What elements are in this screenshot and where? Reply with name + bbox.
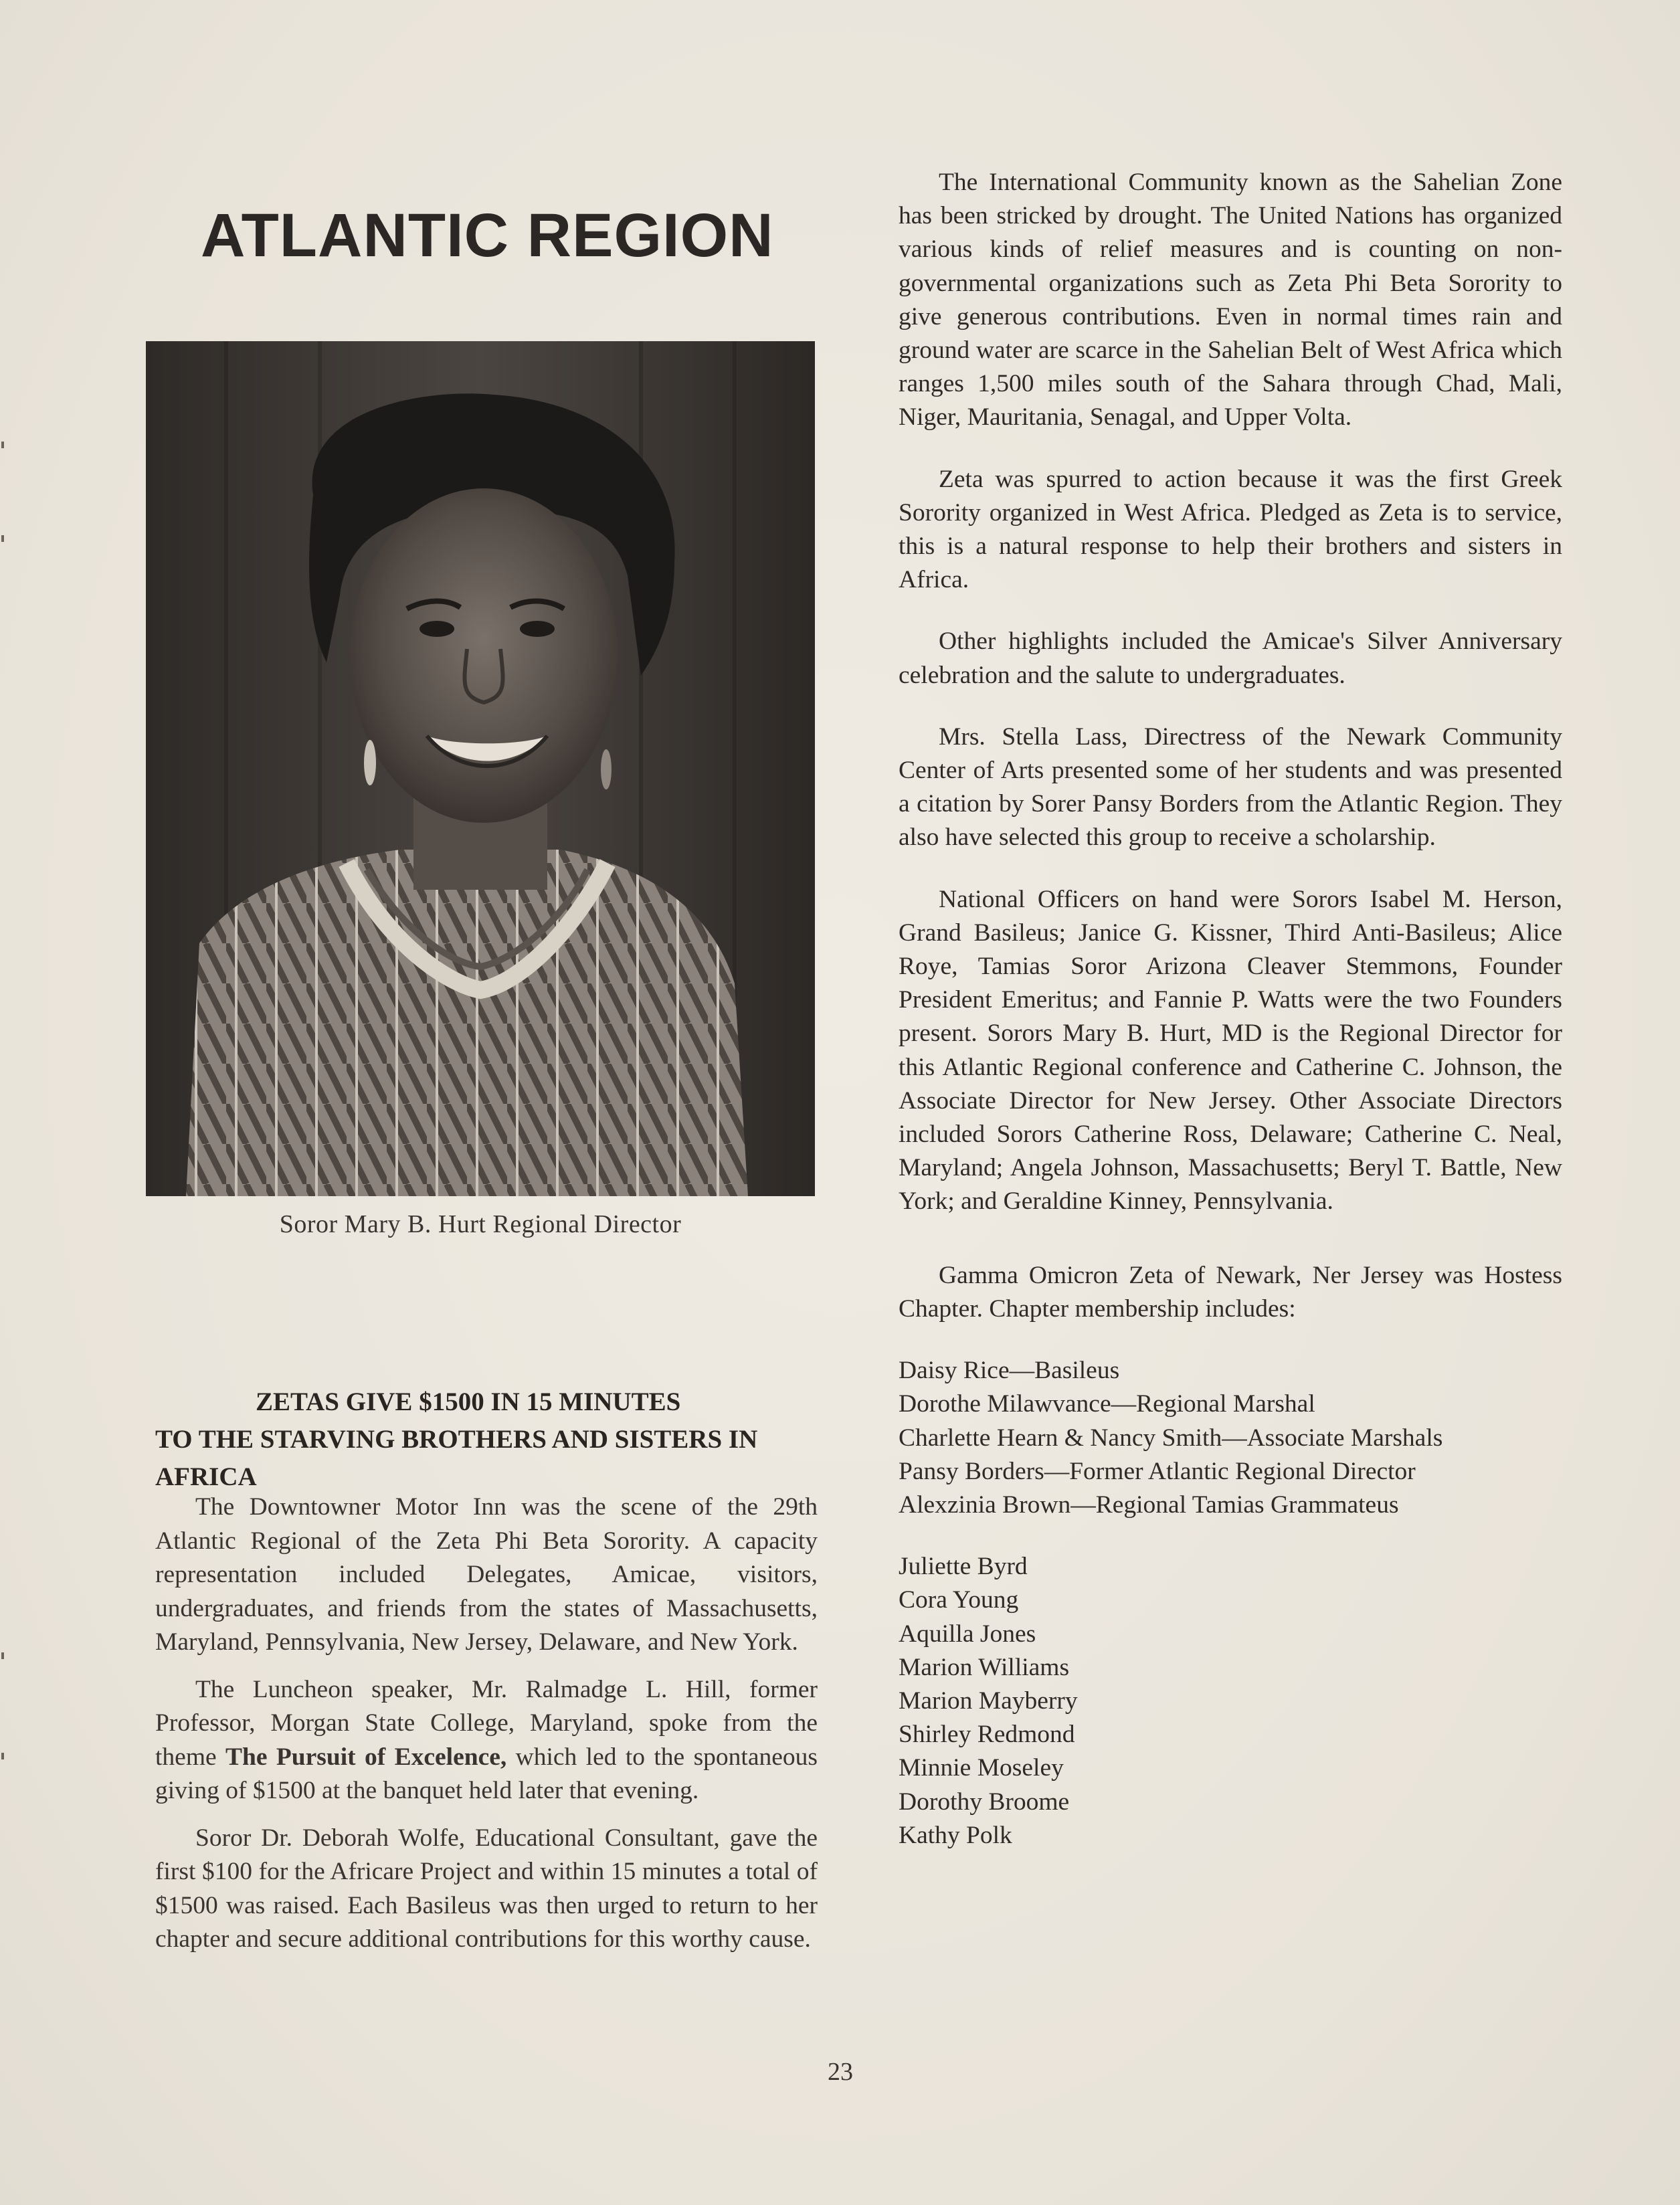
right-paragraph: Mrs. Stella Lass, Directress of the Newark Community Center of Arts presented some of her students and was presented a citation by Sorer Pansy Borders from the Atlantic Region. They also have selected this group to receive a scholarship. — [899, 723, 1562, 852]
list-item: Dorothe Milawvance—Regional Marshal — [899, 1390, 1315, 1418]
headline-line-1: ZETAS GIVE $1500 IN 15 MINUTES — [256, 1387, 681, 1416]
right-paragraph: National Officers on hand were Sorors Isabel M. Herson, Grand Basileus; Janice G. Kissner, Third Anti-Basileus; Alice Roye, Tamias Soror Arizona Cleaver Stemmons, Founder President Emeritus; and Fannie P. Watts were the two Founders present. Sorors Mary B. Hurt, MD is the Regional Director for this Atlantic Regional conference and Catherine C. Johnson, the Associate Director for New Jersey. Other Associate Directors included Sorors Catherine Ross, Delaware; Catherine C. Neal, Maryland; Angela Johnson, Massachusetts; Beryl T. Battle, New York; and Geraldine Kinney, Pennsylvania. — [899, 885, 1562, 1216]
right-column-body — [899, 166, 1562, 1852]
list-item: Minnie Moseley — [899, 1754, 1064, 1782]
list-item: Shirley Redmond — [899, 1721, 1075, 1749]
left-column-body — [155, 1491, 818, 1970]
photo-caption: Soror Mary B. Hurt Regional Director — [279, 1210, 682, 1238]
list-item: Kathy Polk — [899, 1821, 1012, 1849]
portrait-photo — [146, 341, 815, 1196]
edge-mark — [1, 1753, 4, 1759]
headline-line-2: TO THE STARVING BROTHERS AND SISTERS IN AFRICA — [155, 1425, 758, 1491]
left-paragraph: Soror Dr. Deborah Wolfe, Educational Consultant, gave the first $100 for the Africare Project and within 15 minutes a total of $1500 was raised. Each Basileus was then urged to return to her chapter and secure additional contributions for this worthy cause. — [155, 1824, 818, 1953]
speech-theme: The Pursuit of Excelence, — [225, 1743, 507, 1771]
edge-mark — [1, 1652, 4, 1659]
list-item: Alexzinia Brown—Regional Tamias Grammateus — [899, 1491, 1399, 1519]
list-item: Marion Williams — [899, 1653, 1070, 1681]
list-item: Juliette Byrd — [899, 1553, 1028, 1581]
edge-mark — [1, 535, 4, 542]
list-item: Marion Mayberry — [899, 1687, 1078, 1715]
right-paragraph: Gamma Omicron Zeta of Newark, Ner Jersey was Hostess Chapter. Chapter membership includes: — [899, 1261, 1562, 1323]
list-item: Daisy Rice—Basileus — [899, 1357, 1120, 1385]
chapter-members-list — [899, 1550, 1562, 1852]
page-title: ATLANTIC REGION — [201, 201, 774, 270]
right-paragraph: Zeta was spurred to action because it was the first Greek Sorority organized in West Africa. Pledged as Zeta is to service, this is a natural response to help their brothers and sisters in Africa. — [899, 465, 1562, 594]
list-item: Dorothy Broome — [899, 1788, 1070, 1816]
page-number: 23 — [828, 2058, 853, 2086]
paragraph-text: The Luncheon speaker, Mr. Ralmadge L. Hill, former Professor, Morgan State College, Maryland, spoke from the theme — [155, 1675, 818, 1771]
list-item: Aquilla Jones — [899, 1620, 1036, 1648]
edge-mark — [1, 442, 4, 448]
right-paragraph: Other highlights included the Amicae's Silver Anniversary celebration and the salute to undergraduates. — [899, 628, 1562, 689]
right-paragraph: The International Community known as the Sahelian Zone has been stricked by drought. The United Nations has organized various kinds of relief measures and is counting on non-governmental organizations such as Zeta Phi Beta Sorority to give generous contributions. Even in normal times rain and ground water are scarce in the Sahelian Belt of West Africa which ranges 1,500 miles south of the Sahara through Chad, Mali, Niger, Mauritania, Senagal, and Upper Volta. — [899, 169, 1562, 432]
left-paragraph — [155, 1673, 818, 1808]
left-paragraph: The Downtowner Motor Inn was the scene of the 29th Atlantic Regional of the Zeta Phi Beta Sorority. A capacity representation included Delegates, Amicae, visitors, undergraduates, and friends from the states of Massachusetts, Maryland, Pennsylvania, New Jersey, Delaware, and New York. — [155, 1493, 818, 1656]
list-item: Pansy Borders—Former Atlantic Regional Director — [899, 1457, 1416, 1485]
paragraph-text: which led to the spontaneous giving of $1500 at the banquet held later that evening. — [155, 1743, 818, 1804]
article-headline — [155, 1383, 824, 1496]
list-item: Cora Young — [899, 1586, 1019, 1614]
chapter-officers-list — [899, 1354, 1562, 1522]
list-item: Charlette Hearn & Nancy Smith—Associate Marshals — [899, 1424, 1443, 1452]
